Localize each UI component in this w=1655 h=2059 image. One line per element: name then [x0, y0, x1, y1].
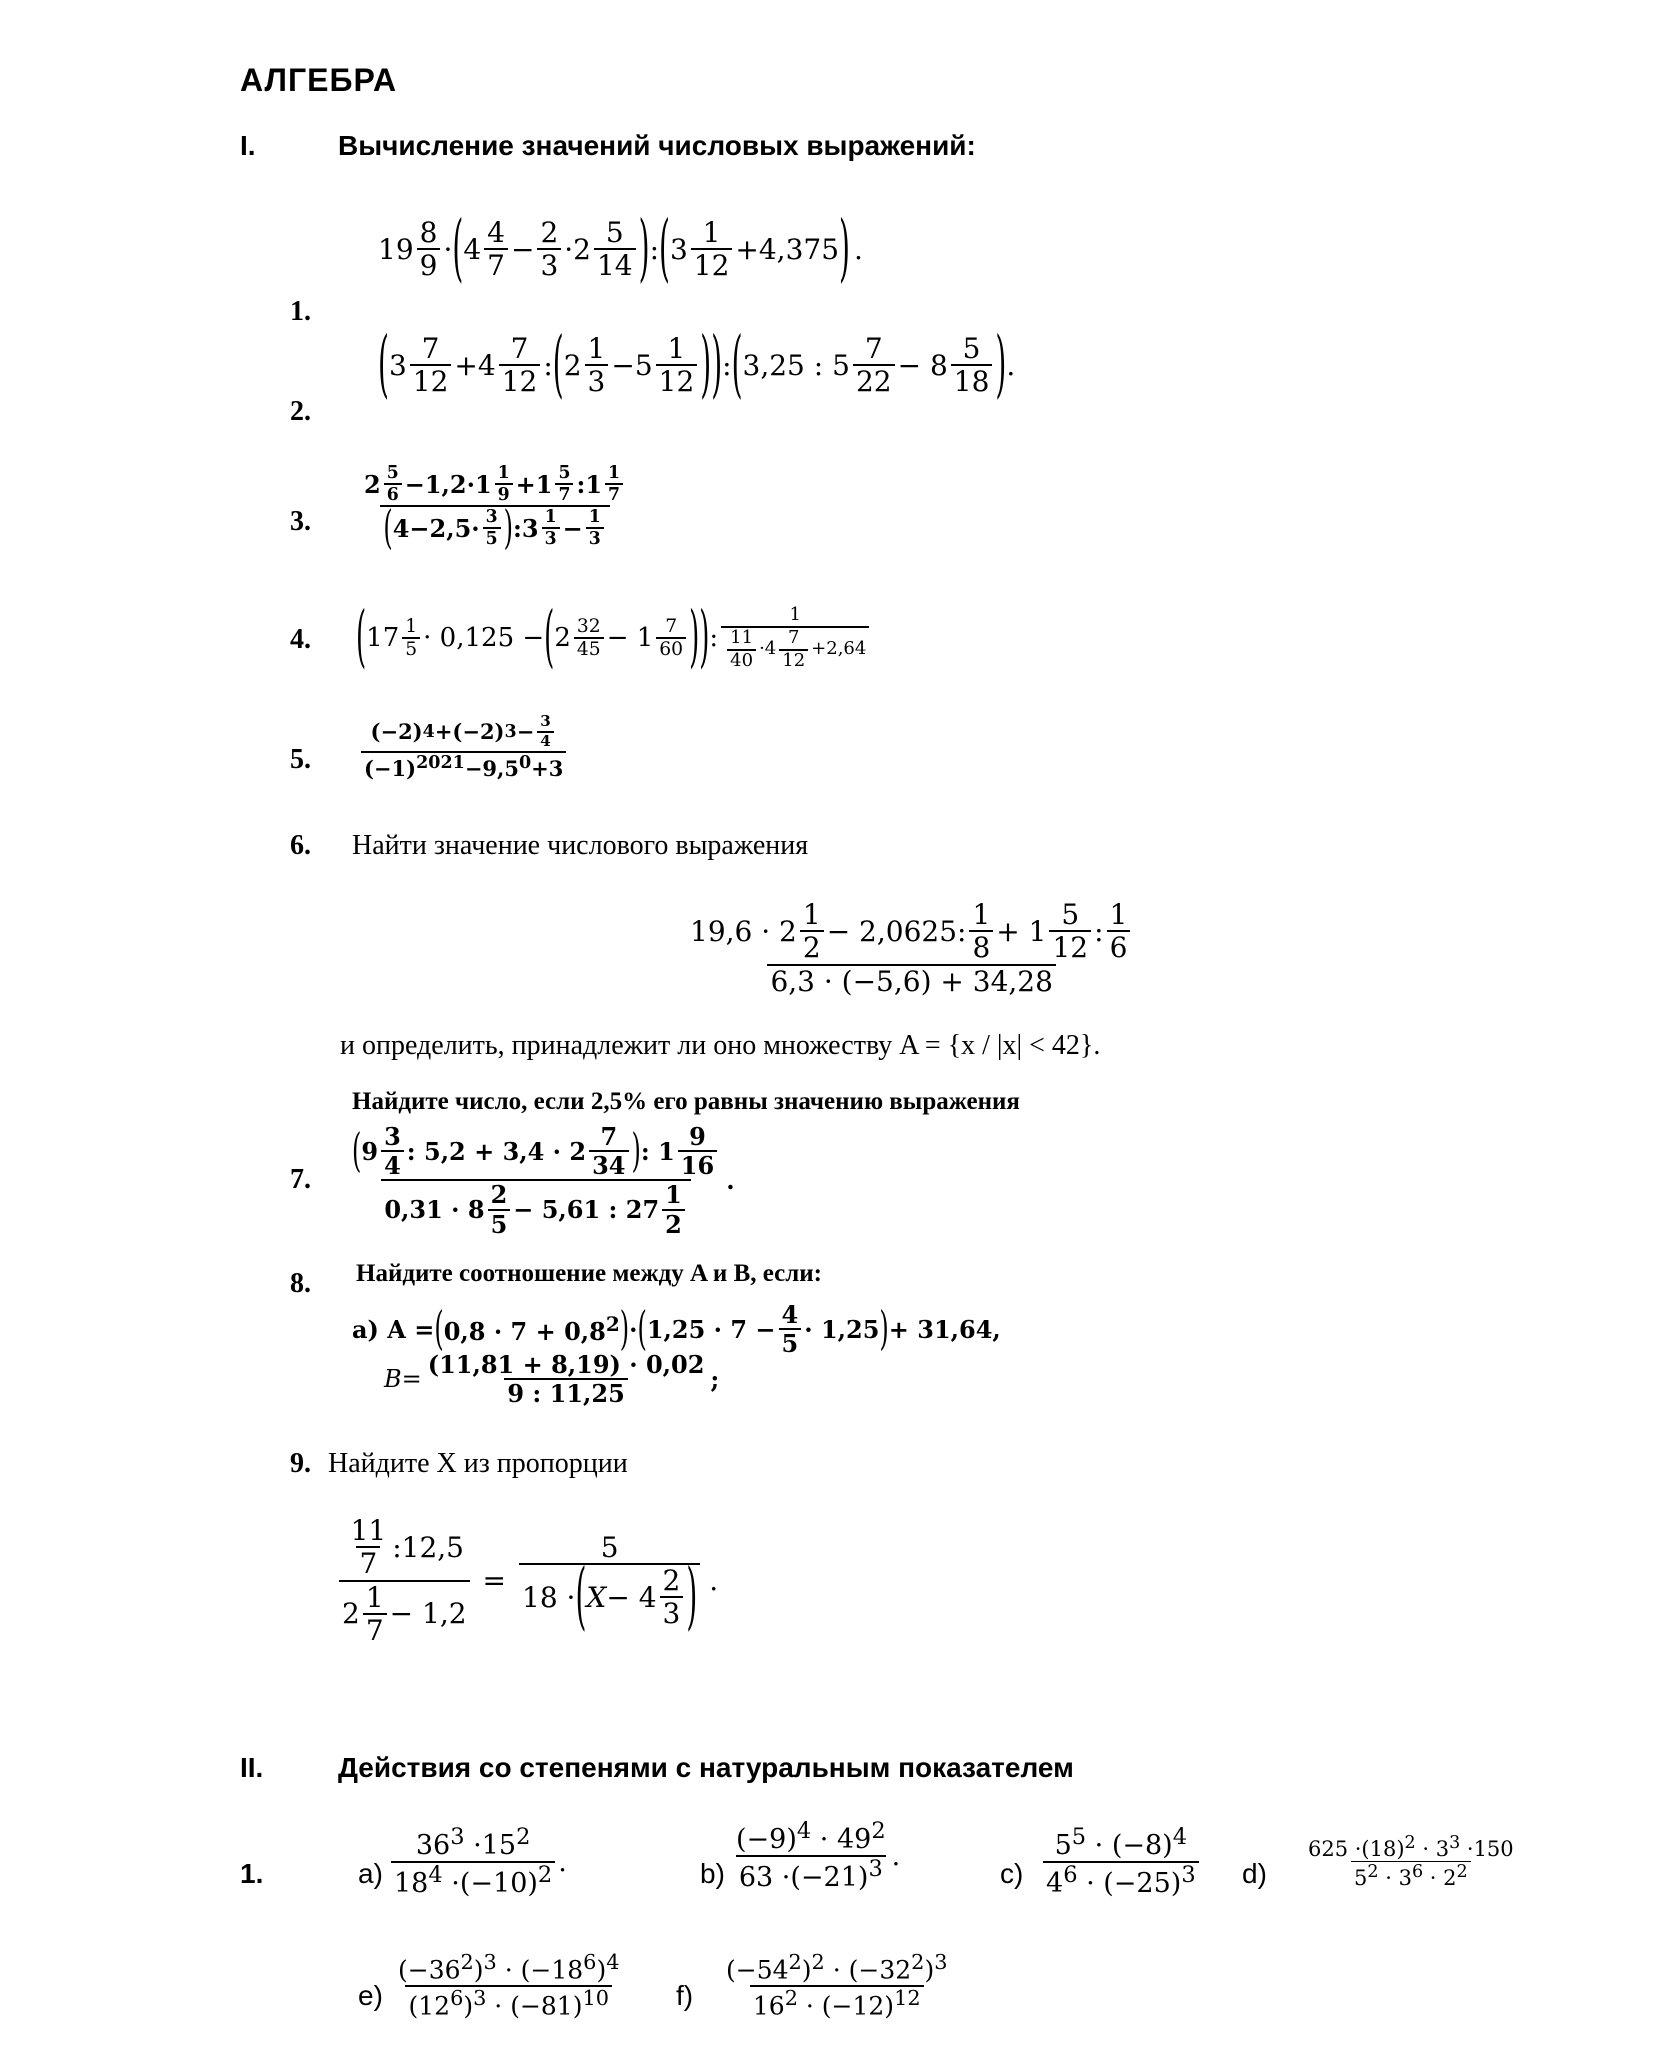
- task-6-number: 6.: [290, 830, 311, 861]
- expression-f: $(-54^2)^2 \cdot (-32^2)^3$ $16^2 \cdot (-12)^{12}$: [726, 1950, 948, 2020]
- task-9-expression: 11 7 :12,5 2 1 7 − 1,2 = 5 18 · ( X − 4 2 3 ) .: [336, 1516, 718, 1646]
- task-6-expression: 19,6 · 2 1 2 − 2,0625: 1 8 + 1 5 12 : 1 6 6,3 · (−5,6) + 34,28: [684, 900, 1139, 996]
- task-7-expression: ( 9 3 4 : 5,2 + 3,4 · 2 7 34 ) : 1 9 16 0,31 · 8 2 5 − 5,61 : 27 1 2 .: [352, 1122, 735, 1239]
- task-7-text: Найдите число, если 2,5% его равны значению выражения: [352, 1088, 1020, 1115]
- task-9-number: 9.: [290, 1448, 311, 1479]
- expression-e: $(-36^2)^3 \cdot (-18^6)^4$ $(12^6)^3 \cdot (-81)^{10}$: [398, 1950, 620, 2020]
- expression-c: $5^5 \cdot (-8)^4$ $4^6 \cdot (-25)^3$: [1040, 1826, 1202, 1899]
- task-8-expression-b: B = $\frac{(11,81 + 8,19) \cdot 0,02}{9 : 11,25}$ ;: [384, 1350, 720, 1409]
- section-1-number: I.: [240, 130, 256, 161]
- task-2-expression: ( 3 7 12 +4 7 12 : ( 2 1 3 −5 1 12 ) ) : ( 3,25 : 5 7 22 − 8 5 18 ) .: [378, 321, 1016, 407]
- section-2-number: II.: [240, 1752, 264, 1783]
- task-4-number: 4.: [290, 624, 311, 655]
- task-1-number: 1.: [290, 296, 311, 327]
- task-5-expression: (−2) 4 +(−2) 3 − 3 4 $(-1)^{2021}-9,5^0+3$: [358, 714, 569, 780]
- task-8-text: Найдите соотношение между A и B, если:: [356, 1260, 822, 1287]
- label-e: e): [358, 1980, 383, 2011]
- section-1-title: Вычисление значений числовых выражений:: [338, 130, 976, 161]
- label-d: d): [1242, 1858, 1267, 1889]
- task-6-text: Найти значение числового выражения: [352, 830, 809, 861]
- section-2-item-1-number: 1.: [240, 1858, 264, 1889]
- task-1-expression: 19 8 9 · ( 4 4 7 − $\frac{2}{3}$ ·2 5 14 ) : ( 3 1 12 +4,375 ) .: [378, 205, 863, 291]
- task-8-number: 8.: [290, 1268, 311, 1299]
- label-f: f): [676, 1980, 694, 2011]
- task-2-number: 2.: [290, 396, 311, 427]
- task-7-number: 7.: [290, 1164, 311, 1195]
- expression-a: $36^3 \cdot 15^2$ $18^4 \cdot(-10)^2$ .: [388, 1826, 567, 1899]
- label-c: c): [1000, 1858, 1024, 1889]
- task-3-number: 3.: [290, 506, 311, 537]
- task-8-expression-a: а) A = ( $0,8 \cdot 7 + 0,8^2$ ) · ( 1,25 · 7 − $\frac{4}{5}$ · 1,25 ) + 31,64,: [352, 1300, 1001, 1359]
- expression-b: $(-9)^4 \cdot 49^2$ $63 \cdot(-21)^3$ .: [736, 1818, 901, 1894]
- task-4-expression: ( 17 1 5 · 0,125 − ( 2 32 45 − 1 7 60 ) ) : 1 11 40 ·4 7 12 +2,64: [356, 606, 872, 671]
- task-6-condition: и определить, принадлежит ли оно множеству A = {x / |x| < 42}.: [340, 1030, 1101, 1061]
- label-b: b): [700, 1858, 725, 1889]
- label-a: a): [358, 1858, 383, 1889]
- expression-d: $625 \cdot(18)^2 \cdot 3^3 \cdot 150$ $5^2 \cdot 3^6 \cdot 2^2$: [1308, 1833, 1514, 1891]
- task-9-text: Найдите X из пропорции: [328, 1448, 628, 1479]
- page-title: АЛГЕБРА: [240, 62, 398, 98]
- task-5-number: 5.: [290, 744, 311, 775]
- task-3-expression: 2 5 6 −1,2·1 1 9 +1 5 7 :1 1 7 ( 4−2,5· 3 5 ) :3 1 3 − 1 3: [358, 464, 632, 549]
- section-2-title: Действия со степенями с натуральным показателем: [338, 1752, 1074, 1783]
